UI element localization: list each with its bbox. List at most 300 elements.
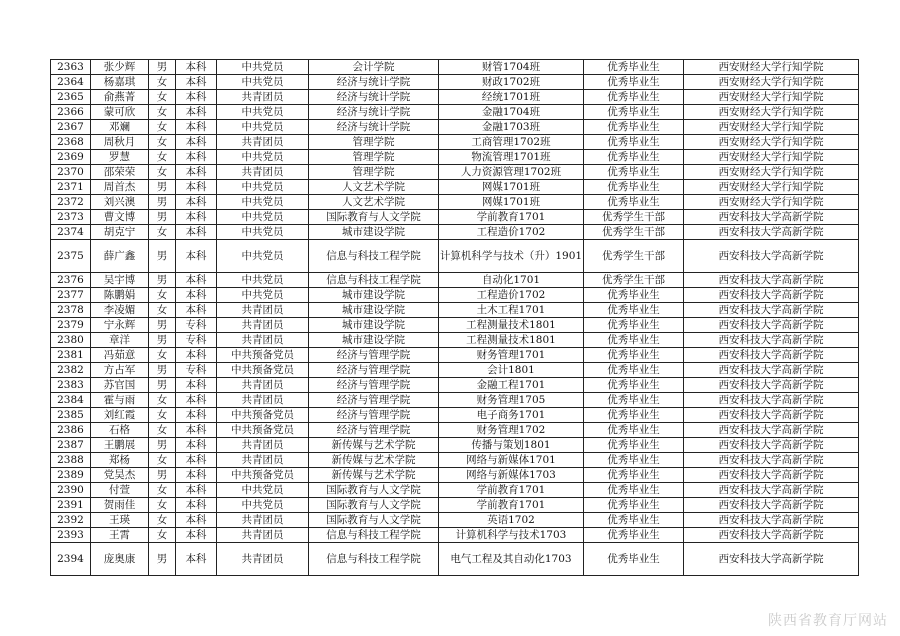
honor-cell: 优秀毕业生 [584, 498, 684, 513]
table-row [51, 378, 859, 393]
table-row [51, 135, 859, 150]
college-cell: 人文艺术学院 [309, 180, 439, 195]
class-cell: 网络与新媒体1703 [439, 468, 584, 483]
gender-cell: 女 [149, 528, 176, 543]
political-status-cell: 中共党员 [217, 225, 309, 240]
honor-cell: 优秀毕业生 [584, 135, 684, 150]
table-row [51, 195, 859, 210]
name-cell: 罗慧 [91, 150, 149, 165]
name-cell: 胡克宁 [91, 225, 149, 240]
political-status-cell: 中共党员 [217, 483, 309, 498]
gender-cell: 女 [149, 393, 176, 408]
name-cell: 俞燕菁 [91, 90, 149, 105]
college-cell: 信息与科技工程学院 [309, 528, 439, 543]
honor-cell: 优秀毕业生 [584, 180, 684, 195]
school-cell: 西安科技大学高新学院 [684, 528, 859, 543]
college-cell: 新传媒与艺术学院 [309, 453, 439, 468]
political-status-cell: 中共党员 [217, 288, 309, 303]
degree-cell: 本科 [176, 378, 217, 393]
honor-cell: 优秀毕业生 [584, 150, 684, 165]
class-cell: 金融1703班 [439, 120, 584, 135]
class-cell: 财政1702班 [439, 75, 584, 90]
college-cell: 新传媒与艺术学院 [309, 468, 439, 483]
name-cell: 刘兴澳 [91, 195, 149, 210]
school-cell: 西安科技大学高新学院 [684, 423, 859, 438]
name-cell: 张少辉 [91, 60, 149, 75]
gender-cell: 女 [149, 75, 176, 90]
name-cell: 曹文博 [91, 210, 149, 225]
name-cell: 周秋月 [91, 135, 149, 150]
college-cell: 信息与科技工程学院 [309, 273, 439, 288]
political-status-cell: 中共预备党员 [217, 468, 309, 483]
degree-cell: 本科 [176, 105, 217, 120]
honor-cell: 优秀毕业生 [584, 513, 684, 528]
degree-cell: 本科 [176, 120, 217, 135]
honor-cell: 优秀学生干部 [584, 210, 684, 225]
school-cell: 西安科技大学高新学院 [684, 393, 859, 408]
honor-cell: 优秀毕业生 [584, 333, 684, 348]
class-cell: 工程造价1702 [439, 288, 584, 303]
degree-cell: 本科 [176, 528, 217, 543]
college-cell: 经济与管理学院 [309, 408, 439, 423]
table-row [51, 60, 859, 75]
name-cell: 薛广鑫 [91, 240, 149, 273]
degree-cell: 本科 [176, 423, 217, 438]
college-cell: 国际教育与人文学院 [309, 483, 439, 498]
degree-cell: 本科 [176, 543, 217, 576]
degree-cell: 本科 [176, 393, 217, 408]
degree-cell: 专科 [176, 333, 217, 348]
college-cell: 会计学院 [309, 60, 439, 75]
degree-cell: 本科 [176, 273, 217, 288]
honor-cell: 优秀毕业生 [584, 105, 684, 120]
political-status-cell: 中共党员 [217, 120, 309, 135]
school-cell: 西安科技大学高新学院 [684, 483, 859, 498]
college-cell: 经济与统计学院 [309, 75, 439, 90]
school-cell: 西安科技大学高新学院 [684, 318, 859, 333]
honor-cell: 优秀毕业生 [584, 288, 684, 303]
degree-cell: 本科 [176, 180, 217, 195]
degree-cell: 本科 [176, 240, 217, 273]
seq-cell: 2367 [51, 120, 91, 135]
degree-cell: 专科 [176, 318, 217, 333]
honor-cell: 优秀毕业生 [584, 423, 684, 438]
gender-cell: 男 [149, 438, 176, 453]
gender-cell: 男 [149, 60, 176, 75]
degree-cell: 本科 [176, 150, 217, 165]
seq-cell: 2393 [51, 528, 91, 543]
honor-cell: 优秀毕业生 [584, 528, 684, 543]
college-cell: 管理学院 [309, 165, 439, 180]
table-row [51, 273, 859, 288]
name-cell: 陈鹏娟 [91, 288, 149, 303]
table-row [51, 543, 859, 576]
roster-table [50, 59, 859, 576]
college-cell: 国际教育与人文学院 [309, 513, 439, 528]
seq-cell: 2377 [51, 288, 91, 303]
gender-cell: 男 [149, 543, 176, 576]
class-cell: 财务管理1705 [439, 393, 584, 408]
gender-cell: 女 [149, 513, 176, 528]
political-status-cell: 中共预备党员 [217, 348, 309, 363]
degree-cell: 本科 [176, 498, 217, 513]
honor-cell: 优秀学生干部 [584, 240, 684, 273]
college-cell: 经济与管理学院 [309, 423, 439, 438]
table-row [51, 483, 859, 498]
honor-cell: 优秀毕业生 [584, 468, 684, 483]
seq-cell: 2392 [51, 513, 91, 528]
honor-cell: 优秀学生干部 [584, 225, 684, 240]
gender-cell: 女 [149, 303, 176, 318]
political-status-cell: 共青团员 [217, 513, 309, 528]
table-row [51, 363, 859, 378]
degree-cell: 本科 [176, 225, 217, 240]
college-cell: 人文艺术学院 [309, 195, 439, 210]
seq-cell: 2371 [51, 180, 91, 195]
college-cell: 城市建设学院 [309, 288, 439, 303]
table-row [51, 468, 859, 483]
degree-cell: 本科 [176, 135, 217, 150]
table-row [51, 498, 859, 513]
class-cell: 财务管理1702 [439, 423, 584, 438]
class-cell: 英语1702 [439, 513, 584, 528]
school-cell: 西安科技大学高新学院 [684, 210, 859, 225]
name-cell: 邓斓 [91, 120, 149, 135]
school-cell: 西安科技大学高新学院 [684, 303, 859, 318]
political-status-cell: 共青团员 [217, 135, 309, 150]
political-status-cell: 中共党员 [217, 195, 309, 210]
class-cell: 电气工程及其自动化1703 [439, 543, 584, 576]
school-cell: 西安科技大学高新学院 [684, 288, 859, 303]
political-status-cell: 中共党员 [217, 498, 309, 513]
college-cell: 信息与科技工程学院 [309, 240, 439, 273]
school-cell: 西安科技大学高新学院 [684, 408, 859, 423]
gender-cell: 女 [149, 225, 176, 240]
seq-cell: 2364 [51, 75, 91, 90]
degree-cell: 本科 [176, 75, 217, 90]
gender-cell: 女 [149, 288, 176, 303]
gender-cell: 男 [149, 468, 176, 483]
political-status-cell: 中共党员 [217, 75, 309, 90]
honor-cell: 优秀毕业生 [584, 60, 684, 75]
name-cell: 冯茹意 [91, 348, 149, 363]
college-cell: 城市建设学院 [309, 225, 439, 240]
name-cell: 杨嘉琪 [91, 75, 149, 90]
honor-cell: 优秀学生干部 [584, 273, 684, 288]
table-row [51, 75, 859, 90]
political-status-cell: 共青团员 [217, 543, 309, 576]
gender-cell: 男 [149, 378, 176, 393]
class-cell: 学前教育1701 [439, 483, 584, 498]
seq-cell: 2391 [51, 498, 91, 513]
seq-cell: 2389 [51, 468, 91, 483]
degree-cell: 本科 [176, 60, 217, 75]
class-cell: 传播与策划1801 [439, 438, 584, 453]
class-cell: 学前教育1701 [439, 210, 584, 225]
seq-cell: 2378 [51, 303, 91, 318]
degree-cell: 本科 [176, 513, 217, 528]
school-cell: 西安科技大学高新学院 [684, 468, 859, 483]
political-status-cell: 中共党员 [217, 150, 309, 165]
seq-cell: 2394 [51, 543, 91, 576]
seq-cell: 2388 [51, 453, 91, 468]
gender-cell: 女 [149, 90, 176, 105]
school-cell: 西安财经大学行知学院 [684, 150, 859, 165]
table-row [51, 165, 859, 180]
class-cell: 金融工程1701 [439, 378, 584, 393]
degree-cell: 本科 [176, 165, 217, 180]
table-row [51, 225, 859, 240]
name-cell: 方占军 [91, 363, 149, 378]
table-row [51, 180, 859, 195]
class-cell: 网络与新媒体1701 [439, 453, 584, 468]
school-cell: 西安科技大学高新学院 [684, 240, 859, 273]
class-cell: 财管1704班 [439, 60, 584, 75]
political-status-cell: 中共预备党员 [217, 363, 309, 378]
name-cell: 王霄 [91, 528, 149, 543]
honor-cell: 优秀毕业生 [584, 378, 684, 393]
table-row [51, 438, 859, 453]
class-cell: 计算机科学与技术1703 [439, 528, 584, 543]
honor-cell: 优秀毕业生 [584, 453, 684, 468]
seq-cell: 2375 [51, 240, 91, 273]
political-status-cell: 共青团员 [217, 333, 309, 348]
political-status-cell: 中共党员 [217, 60, 309, 75]
degree-cell: 本科 [176, 438, 217, 453]
college-cell: 管理学院 [309, 150, 439, 165]
school-cell: 西安财经大学行知学院 [684, 90, 859, 105]
political-status-cell: 共青团员 [217, 393, 309, 408]
gender-cell: 女 [149, 105, 176, 120]
seq-cell: 2382 [51, 363, 91, 378]
political-status-cell: 中共党员 [217, 105, 309, 120]
seq-cell: 2368 [51, 135, 91, 150]
name-cell: 王鹏展 [91, 438, 149, 453]
degree-cell: 本科 [176, 210, 217, 225]
school-cell: 西安科技大学高新学院 [684, 498, 859, 513]
school-cell: 西安科技大学高新学院 [684, 453, 859, 468]
school-cell: 西安科技大学高新学院 [684, 225, 859, 240]
school-cell: 西安财经大学行知学院 [684, 120, 859, 135]
name-cell: 党昊杰 [91, 468, 149, 483]
gender-cell: 男 [149, 210, 176, 225]
school-cell: 西安财经大学行知学院 [684, 165, 859, 180]
name-cell: 周首杰 [91, 180, 149, 195]
class-cell: 经统1701班 [439, 90, 584, 105]
college-cell: 信息与科技工程学院 [309, 543, 439, 576]
name-cell: 宁永辉 [91, 318, 149, 333]
gender-cell: 男 [149, 333, 176, 348]
table-row [51, 393, 859, 408]
name-cell: 庞奥康 [91, 543, 149, 576]
honor-cell: 优秀毕业生 [584, 165, 684, 180]
class-cell: 人力资源管理1702班 [439, 165, 584, 180]
college-cell: 国际教育与人文学院 [309, 210, 439, 225]
class-cell: 学前教育1701 [439, 498, 584, 513]
seq-cell: 2390 [51, 483, 91, 498]
table-row [51, 105, 859, 120]
gender-cell: 男 [149, 240, 176, 273]
school-cell: 西安财经大学行知学院 [684, 180, 859, 195]
school-cell: 西安财经大学行知学院 [684, 135, 859, 150]
class-cell: 金融1704班 [439, 105, 584, 120]
table-row [51, 318, 859, 333]
class-cell: 计算机科学与技术（升）1901 [439, 240, 584, 273]
class-cell: 自动化1701 [439, 273, 584, 288]
political-status-cell: 中共预备党员 [217, 423, 309, 438]
class-cell: 网媒1701班 [439, 180, 584, 195]
political-status-cell: 共青团员 [217, 165, 309, 180]
college-cell: 国际教育与人文学院 [309, 498, 439, 513]
seq-cell: 2379 [51, 318, 91, 333]
political-status-cell: 共青团员 [217, 90, 309, 105]
name-cell: 石格 [91, 423, 149, 438]
class-cell: 工程测量技术1801 [439, 333, 584, 348]
political-status-cell: 共青团员 [217, 318, 309, 333]
school-cell: 西安科技大学高新学院 [684, 363, 859, 378]
seq-cell: 2374 [51, 225, 91, 240]
degree-cell: 本科 [176, 303, 217, 318]
gender-cell: 女 [149, 135, 176, 150]
seq-cell: 2387 [51, 438, 91, 453]
seq-cell: 2370 [51, 165, 91, 180]
school-cell: 西安科技大学高新学院 [684, 378, 859, 393]
degree-cell: 本科 [176, 468, 217, 483]
college-cell: 经济与管理学院 [309, 363, 439, 378]
class-cell: 工程测量技术1801 [439, 318, 584, 333]
name-cell: 蒙可欣 [91, 105, 149, 120]
name-cell: 霍与雨 [91, 393, 149, 408]
seq-cell: 2363 [51, 60, 91, 75]
honor-cell: 优秀毕业生 [584, 318, 684, 333]
political-status-cell: 中共党员 [217, 273, 309, 288]
gender-cell: 男 [149, 318, 176, 333]
political-status-cell: 中共党员 [217, 210, 309, 225]
name-cell: 贺雨佳 [91, 498, 149, 513]
college-cell: 新传媒与艺术学院 [309, 438, 439, 453]
seq-cell: 2381 [51, 348, 91, 363]
honor-cell: 优秀毕业生 [584, 393, 684, 408]
table-row [51, 150, 859, 165]
honor-cell: 优秀毕业生 [584, 438, 684, 453]
political-status-cell: 中共党员 [217, 180, 309, 195]
honor-cell: 优秀毕业生 [584, 543, 684, 576]
college-cell: 经济与统计学院 [309, 90, 439, 105]
gender-cell: 女 [149, 423, 176, 438]
gender-cell: 女 [149, 408, 176, 423]
seq-cell: 2383 [51, 378, 91, 393]
school-cell: 西安科技大学高新学院 [684, 273, 859, 288]
class-cell: 物流管理1701班 [439, 150, 584, 165]
college-cell: 管理学院 [309, 135, 439, 150]
class-cell: 会计1801 [439, 363, 584, 378]
school-cell: 西安财经大学行知学院 [684, 195, 859, 210]
seq-cell: 2385 [51, 408, 91, 423]
honor-cell: 优秀毕业生 [584, 303, 684, 318]
table-row [51, 453, 859, 468]
honor-cell: 优秀毕业生 [584, 363, 684, 378]
degree-cell: 本科 [176, 348, 217, 363]
seq-cell: 2365 [51, 90, 91, 105]
seq-cell: 2376 [51, 273, 91, 288]
degree-cell: 本科 [176, 483, 217, 498]
political-status-cell: 共青团员 [217, 453, 309, 468]
class-cell: 财务管理1701 [439, 348, 584, 363]
political-status-cell: 共青团员 [217, 303, 309, 318]
table-row [51, 348, 859, 363]
name-cell: 邵荣荣 [91, 165, 149, 180]
gender-cell: 女 [149, 150, 176, 165]
table-row [51, 288, 859, 303]
degree-cell: 专科 [176, 363, 217, 378]
gender-cell: 女 [149, 120, 176, 135]
seq-cell: 2369 [51, 150, 91, 165]
table-row [51, 210, 859, 225]
roster-body [51, 60, 859, 576]
degree-cell: 本科 [176, 90, 217, 105]
name-cell: 郑杨 [91, 453, 149, 468]
watermark: 陕西省教育厅网站 [768, 613, 888, 629]
gender-cell: 女 [149, 165, 176, 180]
seq-cell: 2366 [51, 105, 91, 120]
gender-cell: 女 [149, 498, 176, 513]
honor-cell: 优秀毕业生 [584, 408, 684, 423]
school-cell: 西安科技大学高新学院 [684, 438, 859, 453]
degree-cell: 本科 [176, 288, 217, 303]
college-cell: 经济与管理学院 [309, 348, 439, 363]
honor-cell: 优秀毕业生 [584, 90, 684, 105]
seq-cell: 2373 [51, 210, 91, 225]
name-cell: 章洋 [91, 333, 149, 348]
seq-cell: 2386 [51, 423, 91, 438]
political-status-cell: 共青团员 [217, 378, 309, 393]
school-cell: 西安科技大学高新学院 [684, 348, 859, 363]
class-cell: 网媒1701班 [439, 195, 584, 210]
table-row [51, 528, 859, 543]
table-row [51, 303, 859, 318]
honor-cell: 优秀毕业生 [584, 195, 684, 210]
name-cell: 王瑛 [91, 513, 149, 528]
gender-cell: 男 [149, 273, 176, 288]
college-cell: 城市建设学院 [309, 333, 439, 348]
name-cell: 李凌媚 [91, 303, 149, 318]
seq-cell: 2380 [51, 333, 91, 348]
table-row [51, 240, 859, 273]
name-cell: 付萱 [91, 483, 149, 498]
political-status-cell: 中共党员 [217, 240, 309, 273]
seq-cell: 2372 [51, 195, 91, 210]
table-row [51, 120, 859, 135]
table-row [51, 408, 859, 423]
honor-cell: 优秀毕业生 [584, 120, 684, 135]
table-row [51, 513, 859, 528]
table-row [51, 333, 859, 348]
school-cell: 西安财经大学行知学院 [684, 60, 859, 75]
college-cell: 城市建设学院 [309, 303, 439, 318]
table-row [51, 90, 859, 105]
school-cell: 西安财经大学行知学院 [684, 105, 859, 120]
school-cell: 西安科技大学高新学院 [684, 333, 859, 348]
school-cell: 西安科技大学高新学院 [684, 543, 859, 576]
honor-cell: 优秀毕业生 [584, 348, 684, 363]
school-cell: 西安科技大学高新学院 [684, 513, 859, 528]
gender-cell: 女 [149, 348, 176, 363]
honor-cell: 优秀毕业生 [584, 75, 684, 90]
gender-cell: 女 [149, 453, 176, 468]
name-cell: 刘红霞 [91, 408, 149, 423]
seq-cell: 2384 [51, 393, 91, 408]
gender-cell: 男 [149, 195, 176, 210]
